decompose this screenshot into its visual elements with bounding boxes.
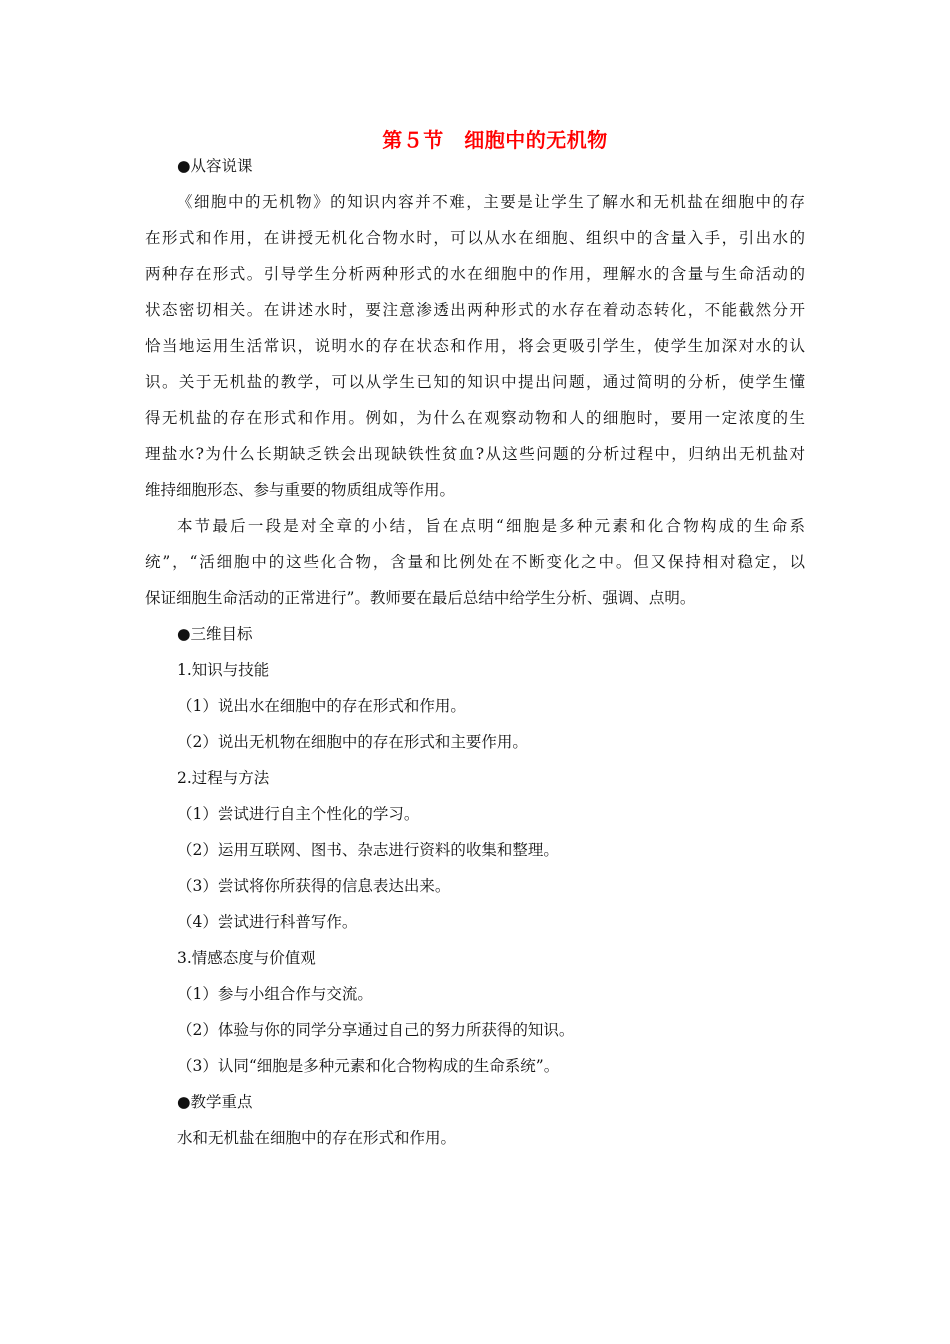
paragraph-line: 理盐水?为什么长期缺乏铁会出现缺铁性贫血?从这些问题的分析过程中，归纳出无机盐对 xyxy=(145,445,805,463)
objective-item: （4）尝试进行科普写作。 xyxy=(177,913,358,931)
objective-item: （1）尝试进行自主个性化的学习。 xyxy=(177,805,420,823)
objective-group-title: 3.情感态度与价值观 xyxy=(177,949,316,967)
objective-group-title: 1.知识与技能 xyxy=(177,661,270,679)
paragraph-line: 本节最后一段是对全章的小结，旨在点明“细胞是多种元素和化合物构成的生命系 xyxy=(177,517,805,535)
objective-item: （2）说出无机物在细胞中的存在形式和主要作用。 xyxy=(177,733,528,751)
paragraph-line: 《细胞中的无机物》的知识内容并不难，主要是让学生了解水和无机盐在细胞中的存 xyxy=(177,193,805,211)
objective-group-title: 2.过程与方法 xyxy=(177,769,270,787)
objective-item: （2）体验与你的同学分享通过自己的努力所获得的知识。 xyxy=(177,1021,575,1039)
paragraph-line: 状态密切相关。在讲述水时，要注意渗透出两种形式的水存在着动态转化，不能截然分开 xyxy=(145,301,805,319)
objective-item: （1）参与小组合作与交流。 xyxy=(177,985,373,1003)
paragraph-line: 维持细胞形态、参与重要的物质组成等作用。 xyxy=(145,481,456,499)
paragraph-line: 保证细胞生命活动的正常进行”。教师要在最后总结中给学生分析、强调、点明。 xyxy=(145,589,696,607)
paragraph-line: 在形式和作用，在讲授无机化合物水时，可以从水在细胞、组织中的含量入手，引出水的 xyxy=(145,229,805,247)
objective-item: （3）尝试将你所获得的信息表达出来。 xyxy=(177,877,451,895)
objective-item: （3）认同“细胞是多种元素和化合物构成的生命系统”。 xyxy=(177,1057,560,1075)
section-heading-key-points: ●教学重点 xyxy=(177,1093,253,1111)
paragraph-line: 得无机盐的存在形式和作用。例如，为什么在观察动物和人的细胞时，要用一定浓度的生 xyxy=(145,409,805,427)
section-heading-lesson-notes: ●从容说课 xyxy=(177,157,253,175)
page-title: 第５节 细胞中的无机物 xyxy=(382,128,608,152)
paragraph-summary xyxy=(145,508,805,616)
paragraph-line: 恰当地运用生活常识，说明水的存在状态和作用，将会更吸引学生，使学生加深对水的认 xyxy=(145,337,805,355)
document-body xyxy=(145,148,805,1156)
paragraph-line: 两种存在形式。引导学生分析两种形式的水在细胞中的作用，理解水的含量与生命活动的 xyxy=(145,265,805,283)
objective-item: （2）运用互联网、图书、杂志进行资料的收集和整理。 xyxy=(177,841,559,859)
paragraph-line: 识。关于无机盐的教学，可以从学生已知的知识中提出问题，通过简明的分析，使学生懂 xyxy=(145,373,805,391)
section-heading-objectives: ●三维目标 xyxy=(177,625,253,643)
key-point-text: 水和无机盐在细胞中的存在形式和作用。 xyxy=(177,1129,457,1147)
objective-item: （1）说出水在细胞中的存在形式和作用。 xyxy=(177,697,466,715)
paragraph-line: 统”，“活细胞中的这些化合物，含量和比例处在不断变化之中。但又保持相对稳定，以 xyxy=(145,553,805,571)
paragraph-intro xyxy=(145,184,805,508)
